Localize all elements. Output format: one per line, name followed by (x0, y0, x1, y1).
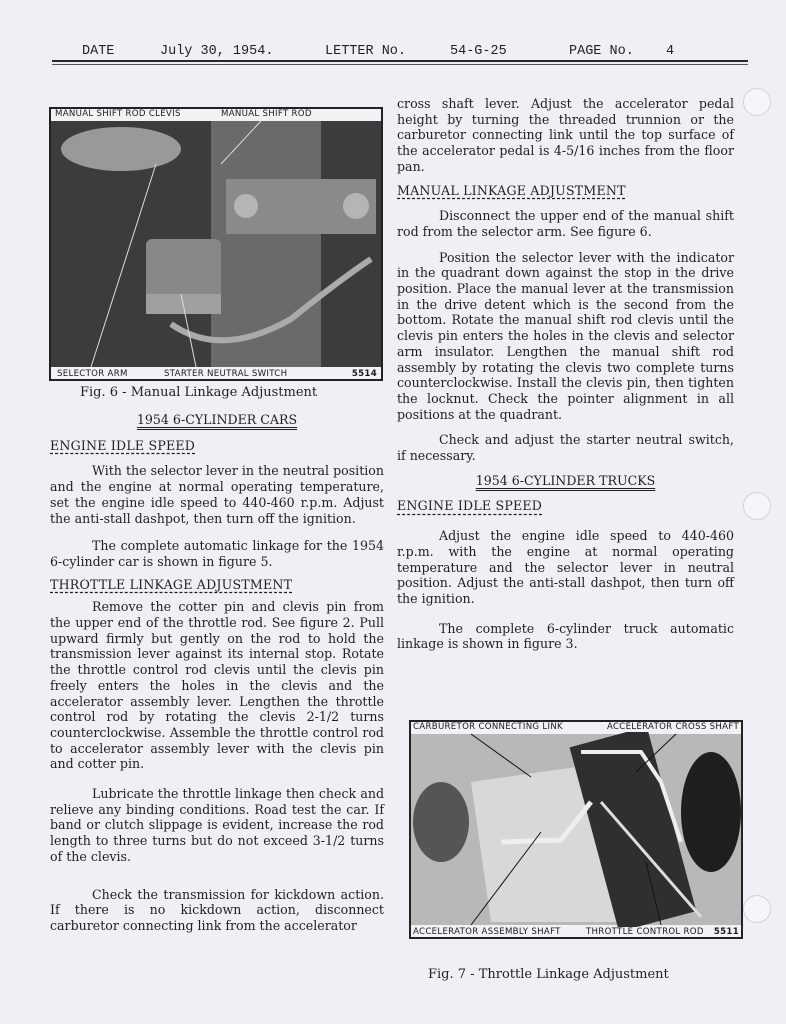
throttle-illustration (411, 722, 741, 937)
paragraph: Remove the cotter pin and clevis pin from the upper end of the throttle rod. See figure 2. Pull upward firmly but gently on the rod to hold the transmission lever against its internal stop. Rotate the throttle control rod clevis until the clevis pin freely enters the holes in the clevis and the accelerator assembly lever. Lengthen the throttle control rod by rotating the clevis 2-1/2 turns counterclockwise. Assemble the throttle control rod to accelerator assembly lever with the clevis pin and cotter pin. (50, 599, 384, 772)
heading-throttle-linkage-adjustment: THROTTLE LINKAGE ADJUSTMENT (50, 576, 293, 592)
paragraph: Disconnect the upper end of the manual shift rod from the selector arm. See figure 6. (397, 208, 734, 239)
label-starter-neutral-switch: STARTER NEUTRAL SWITCH (164, 369, 288, 379)
heading-engine-idle-speed-cars: ENGINE IDLE SPEED (50, 437, 196, 453)
label-accelerator-cross-shaft: ACCELERATOR CROSS SHAFT (606, 722, 739, 732)
page-number-value: 4 (666, 44, 675, 59)
label-manual-shift-rod: MANUAL SHIFT ROD (221, 109, 312, 119)
letter-header (52, 40, 747, 62)
figure-6-photo (49, 107, 383, 381)
figure-7-number: 5511 (713, 927, 739, 937)
date-label: DATE (82, 44, 115, 59)
letter-number-value: 54-G-25 (450, 44, 507, 59)
heading-manual-linkage-adjustment: MANUAL LINKAGE ADJUSTMENT (397, 182, 626, 198)
label-accelerator-assembly-shaft: ACCELERATOR ASSEMBLY SHAFT (413, 927, 561, 937)
paragraph: The complete automatic linkage for the 1954 6-cylinder car is shown in figure 5. (50, 538, 384, 569)
label-carburetor-connecting-link: CARBURETOR CONNECTING LINK (413, 722, 563, 732)
label-selector-arm: SELECTOR ARM (57, 369, 128, 379)
letter-number-label: LETTER No. (325, 44, 407, 59)
paragraph-continued: cross shaft lever. Adjust the accelerator pedal height by turning the threaded trunnion or the carburetor connecting link until the top surface of the accelerator pedal is 4-5/16 inches from the floor pan. (397, 96, 734, 174)
section-title-trucks: 1954 6-CYLINDER TRUCKS (475, 472, 656, 488)
right-column (397, 96, 734, 652)
punch-hole-bottom (743, 895, 771, 923)
label-manual-shift-rod-clevis: MANUAL SHIFT ROD CLEVIS (55, 109, 181, 119)
figure-7-photo (409, 720, 743, 939)
left-column (50, 412, 384, 934)
figure-6-number: 5514 (351, 369, 377, 379)
paragraph: Check and adjust the starter neutral switch, if necessary. (397, 432, 734, 464)
figure-7-caption: Fig. 7 - Throttle Linkage Adjustment (428, 967, 669, 982)
paragraph: The complete 6-cylinder truck automatic linkage is shown in figure 3. (397, 620, 734, 652)
paragraph: Check the transmission for kickdown action. If there is no kickdown action, disconnect carburetor connecting link from the accelerator (50, 886, 384, 933)
paragraph: With the selector lever in the neutral position and the engine at normal operating temperature, set the engine idle speed to 440-460 r.p.m. Adjust the anti-stall dashpot, then turn off the ignition. (50, 463, 384, 526)
paragraph: Position the selector lever with the indicator in the quadrant down against the stop in the drive position. Place the manual lever at the transmission in the drive detent which is the second from the bottom. Rotate the manual shift rod clevis until the clevis pin enters the holes in the clevis and selector arm insulator. Lengthen the manual shift rod assembly by rotating the clevis two complete turns counterclockwise. Install the clevis pin, then tighten the locknut. Check the pointer alignment in all positions at the quadrant. (397, 249, 734, 422)
paragraph: Lubricate the throttle linkage then check and relieve any binding conditions. Road test the car. If band or clutch slippage is evident, increase the rod length to three turns but do not exceed 3-1/2 turns of the clevis. (50, 786, 384, 864)
label-throttle-control-rod: THROTTLE CONTROL ROD (586, 927, 704, 937)
heading-engine-idle-speed-trucks: ENGINE IDLE SPEED (397, 498, 543, 514)
header-rule-thin (52, 64, 748, 65)
linkage-illustration (51, 109, 381, 379)
section-title-cars: 1954 6-CYLINDER CARS (136, 412, 298, 427)
header-rule (52, 60, 748, 62)
date-value: July 30, 1954. (160, 44, 274, 59)
punch-hole-middle (743, 492, 771, 520)
punch-hole-top (743, 88, 771, 116)
figure-6-caption: Fig. 6 - Manual Linkage Adjustment (80, 385, 318, 400)
paragraph: Adjust the engine idle speed to 440-460 r.p.m. with the engine at normal operating temperature and the selector lever in neutral position. Adjust the anti-stall dashpot, then turn off the ignition. (397, 528, 734, 606)
page-number-label: PAGE No. (569, 44, 634, 59)
